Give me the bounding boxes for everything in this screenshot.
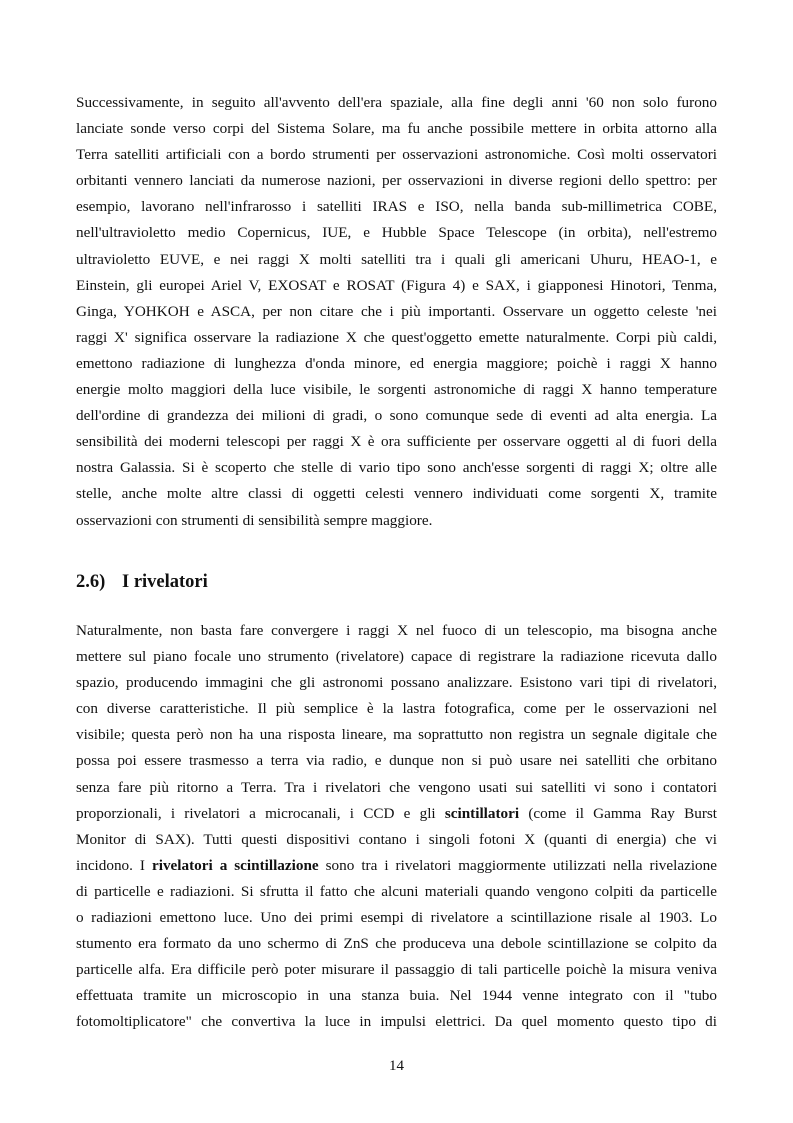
text-line: di particelle e radiazioni. Si sfrutta il fatto che alcuni materiali quando vengono colpiti da particelle bbox=[76, 882, 717, 900]
text-line: nostra Galassia. Si è scoperto che stelle di vario tipo sono anch'esse sorgenti di raggi X; oltre alle bbox=[76, 459, 717, 477]
text-segment: proporzionali, i rivelatori a microcanali, i CCD e gli bbox=[76, 804, 436, 822]
text-line: dell'ordine di grandezza dei milioni di gradi, o sono comunque sede di eventi ad alta energia. La bbox=[76, 407, 717, 425]
text-line: Successivamente, in seguito all'avvento dell'era spaziale, alla fine degli anni '60 non solo furono bbox=[76, 94, 717, 111]
text-line: ultravioletto EUVE, e nei raggi X molti satelliti tra i quali gli americani Uhuru, HEAO-1, e bbox=[76, 250, 717, 268]
paragraph-detectors bbox=[76, 618, 717, 1036]
text-line: stumento era formato da uno schermo di ZnS che produceva una debole scintillazione se colpito da bbox=[76, 935, 717, 953]
text-line: orbitanti vennero lanciati da numerose nazioni, per osservazioni in diverse regioni dello spettro: per bbox=[76, 172, 717, 190]
text-segment: incidono. I bbox=[76, 856, 152, 874]
text-line: lanciate sonde verso corpi del Sistema Solare, ma fu anche possibile mettere in orbita attorno alla bbox=[76, 120, 717, 138]
text-line: sensibilità dei moderni telescopi per raggi X è ora sufficiente per osservare oggetti al di fuori della bbox=[76, 433, 717, 451]
text-line: Monitor di SAX). Tutti questi dispositivi contano i singoli fotoni X (quanti di energia) che vi bbox=[76, 830, 717, 848]
text-line: visibile; questa però non ha una risposta lineare, ma soprattutto non registra un segnale digitale che bbox=[76, 726, 717, 744]
text-line: raggi X' significa osservare la radiazione X che quest'oggetto emette naturalmente. Corpi più caldi, bbox=[76, 328, 717, 346]
text-line: mettere sul piano focale uno strumento (rivelatore) capace di registrare la radiazione ricevuta dallo bbox=[76, 648, 717, 666]
text-line: con diverse caratteristiche. Il più semplice è la lastra fotografica, come per le osservazioni nel bbox=[76, 700, 717, 718]
text-line bbox=[76, 853, 717, 879]
text-segment: (come il Gamma Ray Burst bbox=[519, 804, 718, 822]
text-line: esempio, lavorano nell'infrarosso i satelliti IRAS e ISO, nella banda sub-millimetrica COBE, bbox=[76, 198, 717, 216]
text-line: stelle, anche molte altre classi di oggetti celesti vennero individuati come sorgenti X, tramite bbox=[76, 485, 717, 503]
bold-term-scintillatori: scintillatori bbox=[444, 804, 520, 822]
text-line: spazio, producendo immagini che gli astronomi possano analizzare. Esistono vari tipi di rivelatori, bbox=[76, 674, 717, 692]
page-number: 14 bbox=[389, 1058, 404, 1074]
text-line: effettuata tramite un microscopio in una stanza buia. Nel 1944 venne integrato con il "tubo bbox=[76, 987, 717, 1005]
text-line: particelle alfa. Era difficile però poter misurare il passaggio di tali particelle poichè la misura veniva bbox=[76, 961, 717, 979]
section-number: 2.6) bbox=[76, 572, 106, 592]
text-line: nell'ultravioletto medio Copernicus, IUE, e Hubble Space Telescope (in orbita), nell'estremo bbox=[76, 224, 717, 242]
text-line: fotomoltiplicatore" che convertiva la luce in impulsi elettrici. Da quel momento questo tipo di bbox=[76, 1013, 717, 1031]
text-line bbox=[76, 801, 717, 827]
text-line: osservazioni con strumenti di sensibilità sempre maggiore. bbox=[76, 511, 433, 529]
bold-term-rivelatori-scintillazione: rivelatori a scintillazione bbox=[151, 856, 319, 874]
text-line: Terra satelliti artificiali con a bordo strumenti per osservazioni astronomiche. Così molti osservatori bbox=[76, 146, 717, 164]
text-line: senza fare più ritorno a Terra. Tra i rivelatori che vengono usati sui satelliti vi sono i contatori bbox=[76, 778, 717, 796]
text-line: possa poi essere trasmesso a terra via radio, e dunque non si può usare nei satelliti che orbitano bbox=[76, 752, 717, 770]
text-line: Ginga, YOHKOH e ASCA, per non citare che i più importanti. Osservare un oggetto celeste 'nei bbox=[76, 302, 717, 320]
section-title: I rivelatori bbox=[122, 572, 208, 592]
text-line: emettono radiazione di lunghezza d'onda minore, ed energia maggiore; poichè i raggi X hanno bbox=[76, 354, 717, 372]
text-segment: sono tra i rivelatori maggiormente utilizzati nella rivelazione bbox=[318, 856, 717, 874]
text-line: Einstein, gli europei Ariel V, EXOSAT e ROSAT (Figura 4) e SAX, i giapponesi Hinotori, Tenma, bbox=[76, 276, 717, 294]
paragraph-x-ray-satellites bbox=[76, 90, 717, 534]
section-heading bbox=[76, 572, 208, 593]
text-line: energie molto maggiori della luce visibile, le sorgenti astronomiche di raggi X hanno temperature bbox=[76, 381, 717, 399]
text-line: Naturalmente, non basta fare convergere i raggi X nel fuoco di un telescopio, ma bisogna anche bbox=[76, 622, 717, 639]
text-line: o radiazioni emettono luce. Uno dei primi esempi di rivelatore a scintillazione risale al 1903. Lo bbox=[76, 909, 717, 927]
